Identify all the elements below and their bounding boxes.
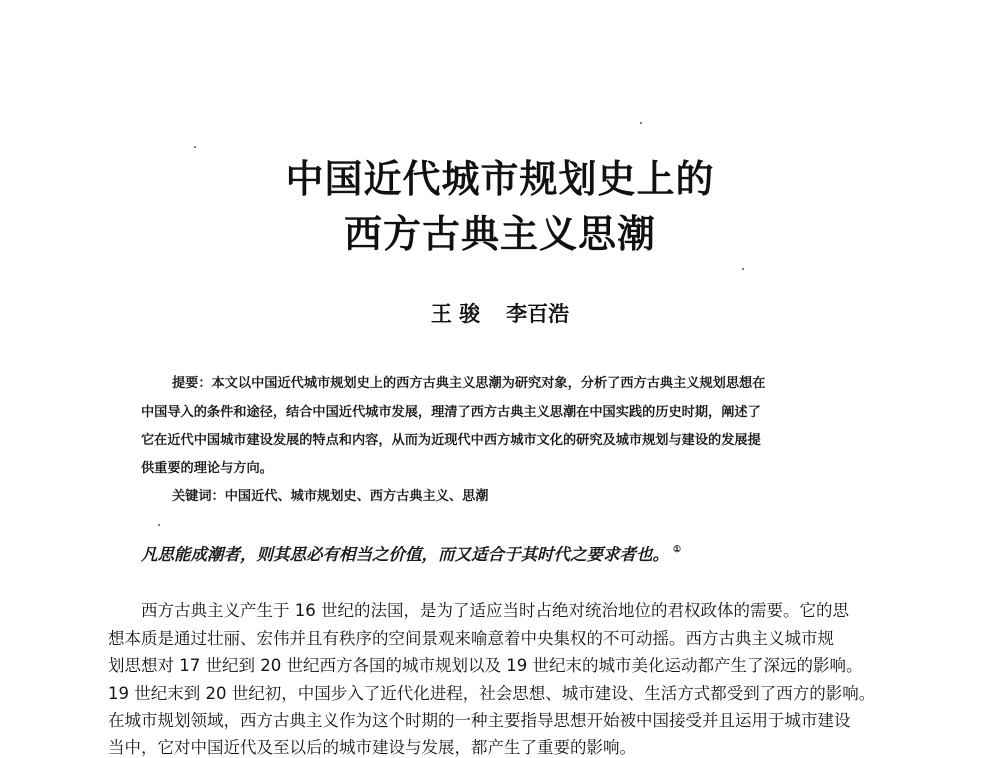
epigraph-quote	[141, 541, 681, 565]
footnote-marker: ①	[673, 545, 682, 555]
body-line: 19 世纪末到 20 世纪初，中国步入了近代化进程，社会思想、城市建设、生活方式都受到了西方的影响。	[108, 684, 876, 703]
scan-speck	[640, 122, 642, 124]
author-1: 王 骏	[430, 302, 481, 326]
scan-speck	[742, 268, 744, 270]
author-line	[0, 298, 1000, 328]
abstract-line: 提要：本文以中国近代城市规划史上的西方古典主义思潮为研究对象，分析了西方古典主义规划思想在	[172, 376, 766, 391]
title-line-1: 中国近代城市规划史上的	[285, 157, 715, 201]
abstract-line: 供重要的理论与方向。	[141, 461, 273, 476]
abstract-line: 中国导入的条件和途径，结合中国近代城市发展，理清了西方古典主义思潮在中国实践的历史时期，阐述了	[141, 405, 761, 420]
scan-speck	[158, 524, 160, 526]
body-line: 当中，它对中国近代及至以后的城市建设与发展，都产生了重要的影响。	[108, 738, 636, 757]
body-line: 西方古典主义产生于 16 世纪的法国，是为了适应当时占绝对统治地位的君权政体的需要。它的思	[141, 601, 849, 620]
scan-speck	[194, 146, 196, 148]
body-line: 在城市规划领域，西方古典主义作为这个时期的一种主要指导思想开始被中国接受并且运用于城市建设	[108, 711, 851, 730]
abstract-line: 它在近代中国城市建设发展的特点和内容，从而为近现代中西方城市文化的研究及城市规划与建设的发展提	[141, 433, 761, 448]
keywords: 关键词：中国近代、城市规划史、西方古典主义、思潮	[172, 489, 489, 504]
body-line: 划思想对 17 世纪到 20 世纪西方各国的城市规划以及 19 世纪末的城市美化运动都产生了深远的影响。	[108, 656, 863, 675]
author-2: 李百浩	[506, 302, 570, 326]
quote-text: 凡思能成潮者，则其思必有相当之价值，而又适合于其时代之要求者也。	[141, 545, 669, 564]
body-line: 想本质是通过壮丽、宏伟并且有秩序的空间景观来喻意着中央集权的不可动摇。西方古典主义城市规	[108, 629, 834, 648]
title-line-2: 西方古典主义思潮	[343, 212, 656, 256]
